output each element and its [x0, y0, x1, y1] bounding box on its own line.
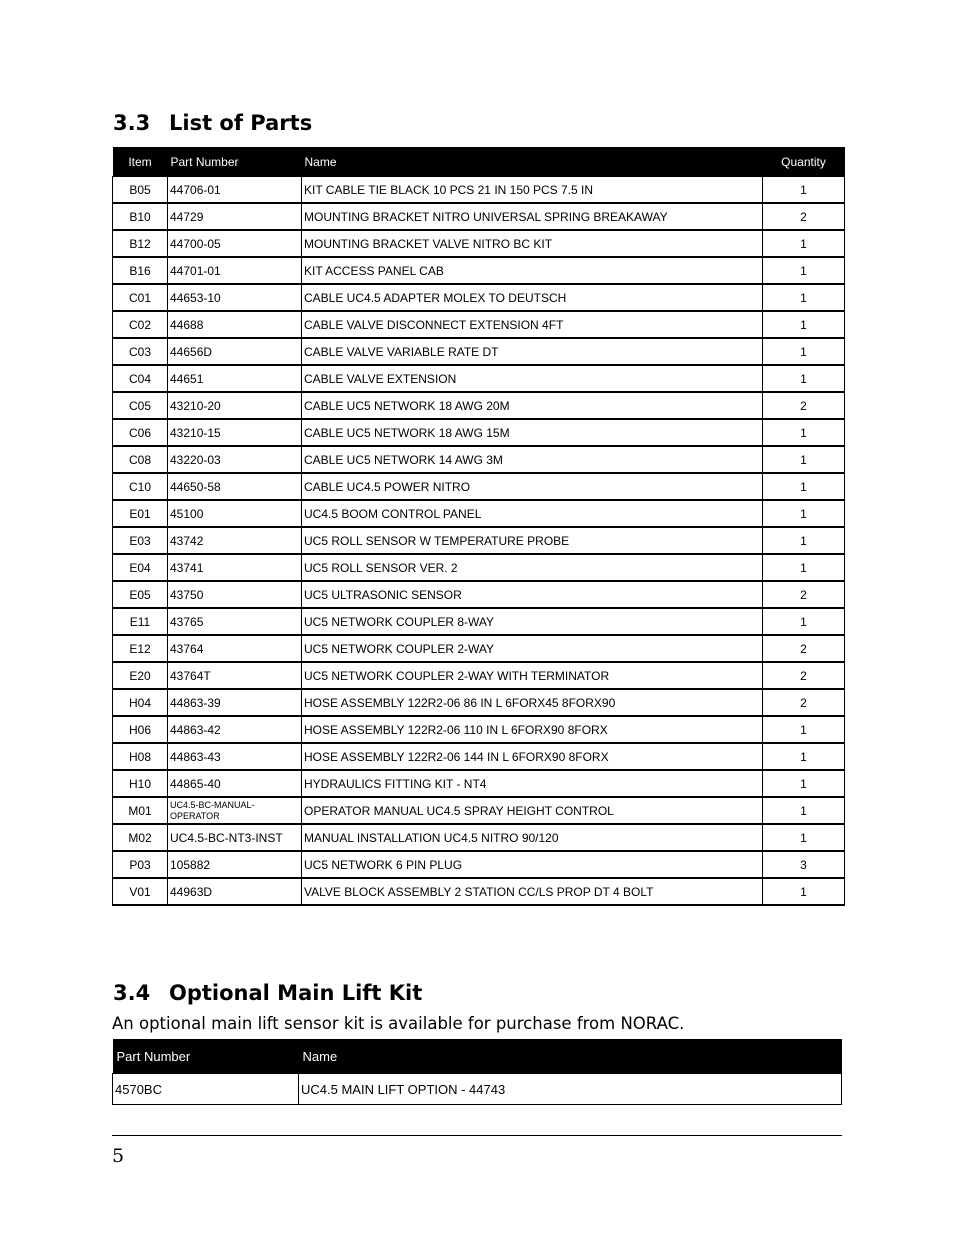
- table-row: [113, 1074, 842, 1105]
- table-row: [113, 581, 845, 608]
- cell-item: B10: [113, 203, 168, 230]
- cell-name: MANUAL INSTALLATION UC4.5 NITRO 90/120: [302, 824, 763, 851]
- lift-table-body: [113, 1074, 842, 1105]
- cell-name: UC5 ULTRASONIC SENSOR: [302, 581, 763, 608]
- cell-name: CABLE UC5 NETWORK 18 AWG 15M: [302, 419, 763, 446]
- cell-name: UC5 ROLL SENSOR W TEMPERATURE PROBE: [302, 527, 763, 554]
- table-row: [113, 554, 845, 581]
- table-row: [113, 392, 845, 419]
- cell-item: E01: [113, 500, 168, 527]
- table-row: [113, 689, 845, 716]
- cell-name: UC5 NETWORK COUPLER 2-WAY WITH TERMINATOR: [302, 662, 763, 689]
- cell-part-number: 44656D: [168, 338, 302, 365]
- cell-name: CABLE UC4.5 POWER NITRO: [302, 473, 763, 500]
- table-row: [113, 446, 845, 473]
- cell-part-number: 44701-01: [168, 257, 302, 284]
- cell-quantity: 1: [763, 500, 845, 527]
- table-row: [113, 716, 845, 743]
- table-row: [113, 365, 845, 392]
- cell-item: C05: [113, 392, 168, 419]
- cell-part-number: 43210-20: [168, 392, 302, 419]
- cell-item: E05: [113, 581, 168, 608]
- cell-item: E11: [113, 608, 168, 635]
- parts-table-body: [113, 177, 845, 906]
- cell-quantity: 1: [763, 177, 845, 204]
- cell-part-number: 43765: [168, 608, 302, 635]
- cell-part-number: 44865-40: [168, 770, 302, 797]
- table-row: [113, 797, 845, 824]
- cell-name: CABLE UC5 NETWORK 18 AWG 20M: [302, 392, 763, 419]
- cell-part-number: 43764: [168, 635, 302, 662]
- cell-name: CABLE VALVE EXTENSION: [302, 365, 763, 392]
- table-row: [113, 203, 845, 230]
- cell-name: KIT CABLE TIE BLACK 10 PCS 21 IN 150 PCS 7.5 IN: [302, 177, 763, 204]
- cell-quantity: 1: [763, 284, 845, 311]
- lift-kit-table: [112, 1039, 842, 1105]
- cell-item: H10: [113, 770, 168, 797]
- cell-item: E20: [113, 662, 168, 689]
- cell-name: UC5 ROLL SENSOR VER. 2: [302, 554, 763, 581]
- table-row: [113, 500, 845, 527]
- table-row: [113, 851, 845, 878]
- table-row: [113, 878, 845, 905]
- cell-item: V01: [113, 878, 168, 905]
- cell-quantity: 1: [763, 446, 845, 473]
- cell-item: B16: [113, 257, 168, 284]
- cell-item: E03: [113, 527, 168, 554]
- cell-name: UC5 NETWORK 6 PIN PLUG: [302, 851, 763, 878]
- cell-name: UC4.5 MAIN LIFT OPTION - 44743: [299, 1074, 842, 1105]
- table-row: [113, 770, 845, 797]
- table-row: [113, 230, 845, 257]
- page-number: 5: [112, 1145, 125, 1167]
- header-part-number: Part Number: [168, 147, 302, 177]
- cell-quantity: 1: [763, 419, 845, 446]
- section-number: 3.3: [113, 111, 151, 135]
- cell-quantity: 1: [763, 311, 845, 338]
- cell-name: MOUNTING BRACKET VALVE NITRO BC KIT: [302, 230, 763, 257]
- cell-item: E12: [113, 635, 168, 662]
- parts-table: [112, 147, 845, 906]
- lift-intro-text: An optional main lift sensor kit is available for purchase from NORAC.: [112, 1014, 685, 1033]
- cell-item: H08: [113, 743, 168, 770]
- header-name: Name: [302, 147, 763, 177]
- cell-name: HOSE ASSEMBLY 122R2-06 86 IN L 6FORX45 8FORX90: [302, 689, 763, 716]
- cell-quantity: 1: [763, 473, 845, 500]
- cell-part-number: 4570BC: [113, 1074, 299, 1105]
- cell-name: UC5 NETWORK COUPLER 8-WAY: [302, 608, 763, 635]
- cell-item: B05: [113, 177, 168, 204]
- table-row: [113, 527, 845, 554]
- cell-item: C10: [113, 473, 168, 500]
- section-heading-list-of-parts: [113, 110, 312, 136]
- cell-quantity: 3: [763, 851, 845, 878]
- table-row: [113, 284, 845, 311]
- cell-quantity: 1: [763, 230, 845, 257]
- cell-name: HYDRAULICS FITTING KIT - NT4: [302, 770, 763, 797]
- table-row: [113, 743, 845, 770]
- cell-item: C04: [113, 365, 168, 392]
- cell-quantity: 1: [763, 608, 845, 635]
- cell-name: MOUNTING BRACKET NITRO UNIVERSAL SPRING BREAKAWAY: [302, 203, 763, 230]
- cell-part-number: 43742: [168, 527, 302, 554]
- cell-item: B12: [113, 230, 168, 257]
- cell-quantity: 1: [763, 878, 845, 905]
- cell-part-number: 43220-03: [168, 446, 302, 473]
- cell-part-number: 43764T: [168, 662, 302, 689]
- cell-name: CABLE VALVE VARIABLE RATE DT: [302, 338, 763, 365]
- cell-part-number: 44653-10: [168, 284, 302, 311]
- cell-part-number: 44651: [168, 365, 302, 392]
- cell-quantity: 1: [763, 770, 845, 797]
- cell-part-number: 44863-42: [168, 716, 302, 743]
- cell-quantity: 1: [763, 527, 845, 554]
- cell-quantity: 1: [763, 797, 845, 824]
- table-row: [113, 608, 845, 635]
- cell-item: C06: [113, 419, 168, 446]
- cell-name: HOSE ASSEMBLY 122R2-06 144 IN L 6FORX90 8FORX: [302, 743, 763, 770]
- cell-part-number: 44700-05: [168, 230, 302, 257]
- cell-part-number: 44688: [168, 311, 302, 338]
- cell-quantity: 1: [763, 365, 845, 392]
- cell-quantity: 2: [763, 581, 845, 608]
- table-row: [113, 473, 845, 500]
- table-row: [113, 311, 845, 338]
- cell-part-number: 44963D: [168, 878, 302, 905]
- cell-item: M01: [113, 797, 168, 824]
- header-item: Item: [113, 147, 168, 177]
- header-part-number: Part Number: [113, 1039, 299, 1074]
- cell-part-number: 44706-01: [168, 177, 302, 204]
- table-row: [113, 177, 845, 204]
- cell-name: VALVE BLOCK ASSEMBLY 2 STATION CC/LS PROP DT 4 BOLT: [302, 878, 763, 905]
- table-row: [113, 419, 845, 446]
- cell-quantity: 2: [763, 635, 845, 662]
- table-row: [113, 635, 845, 662]
- cell-quantity: 1: [763, 554, 845, 581]
- cell-part-number: 44729: [168, 203, 302, 230]
- cell-name: OPERATOR MANUAL UC4.5 SPRAY HEIGHT CONTROL: [302, 797, 763, 824]
- cell-name: UC5 NETWORK COUPLER 2-WAY: [302, 635, 763, 662]
- cell-quantity: 1: [763, 257, 845, 284]
- footer-rule: [112, 1135, 842, 1136]
- section-title: List of Parts: [169, 111, 313, 135]
- cell-part-number: 43741: [168, 554, 302, 581]
- cell-quantity: 1: [763, 338, 845, 365]
- table-row: [113, 338, 845, 365]
- cell-quantity: 2: [763, 689, 845, 716]
- cell-quantity: 1: [763, 743, 845, 770]
- cell-item: C03: [113, 338, 168, 365]
- cell-item: M02: [113, 824, 168, 851]
- cell-part-number: 44650-58: [168, 473, 302, 500]
- cell-name: HOSE ASSEMBLY 122R2-06 110 IN L 6FORX90 8FORX: [302, 716, 763, 743]
- cell-part-number: 43210-15: [168, 419, 302, 446]
- cell-item: C01: [113, 284, 168, 311]
- section-title: Optional Main Lift Kit: [169, 981, 423, 1005]
- cell-quantity: 2: [763, 203, 845, 230]
- cell-name: CABLE UC4.5 ADAPTER MOLEX TO DEUTSCH: [302, 284, 763, 311]
- table-row: [113, 824, 845, 851]
- cell-item: C08: [113, 446, 168, 473]
- cell-part-number: UC4.5-BC-NT3-INST: [168, 824, 302, 851]
- cell-item: H04: [113, 689, 168, 716]
- table-row: [113, 257, 845, 284]
- cell-name: CABLE UC5 NETWORK 14 AWG 3M: [302, 446, 763, 473]
- cell-quantity: 1: [763, 716, 845, 743]
- lift-table-header: [113, 1039, 842, 1074]
- cell-part-number: 43750: [168, 581, 302, 608]
- cell-item: H06: [113, 716, 168, 743]
- cell-item: C02: [113, 311, 168, 338]
- table-row: [113, 662, 845, 689]
- cell-item: E04: [113, 554, 168, 581]
- cell-name: KIT ACCESS PANEL CAB: [302, 257, 763, 284]
- cell-item: P03: [113, 851, 168, 878]
- cell-quantity: 1: [763, 824, 845, 851]
- section-heading-optional-main-lift-kit: [113, 980, 422, 1006]
- cell-part-number: 44863-43: [168, 743, 302, 770]
- cell-part-number: 44863-39: [168, 689, 302, 716]
- cell-name: CABLE VALVE DISCONNECT EXTENSION 4FT: [302, 311, 763, 338]
- cell-part-number: UC4.5-BC-MANUAL-OPERATOR: [168, 797, 302, 824]
- cell-part-number: 45100: [168, 500, 302, 527]
- cell-name: UC4.5 BOOM CONTROL PANEL: [302, 500, 763, 527]
- cell-part-number: 105882: [168, 851, 302, 878]
- header-name: Name: [299, 1039, 842, 1074]
- section-number: 3.4: [113, 981, 151, 1005]
- header-quantity: Quantity: [763, 147, 845, 177]
- cell-quantity: 2: [763, 662, 845, 689]
- parts-table-header: [113, 147, 845, 177]
- cell-quantity: 2: [763, 392, 845, 419]
